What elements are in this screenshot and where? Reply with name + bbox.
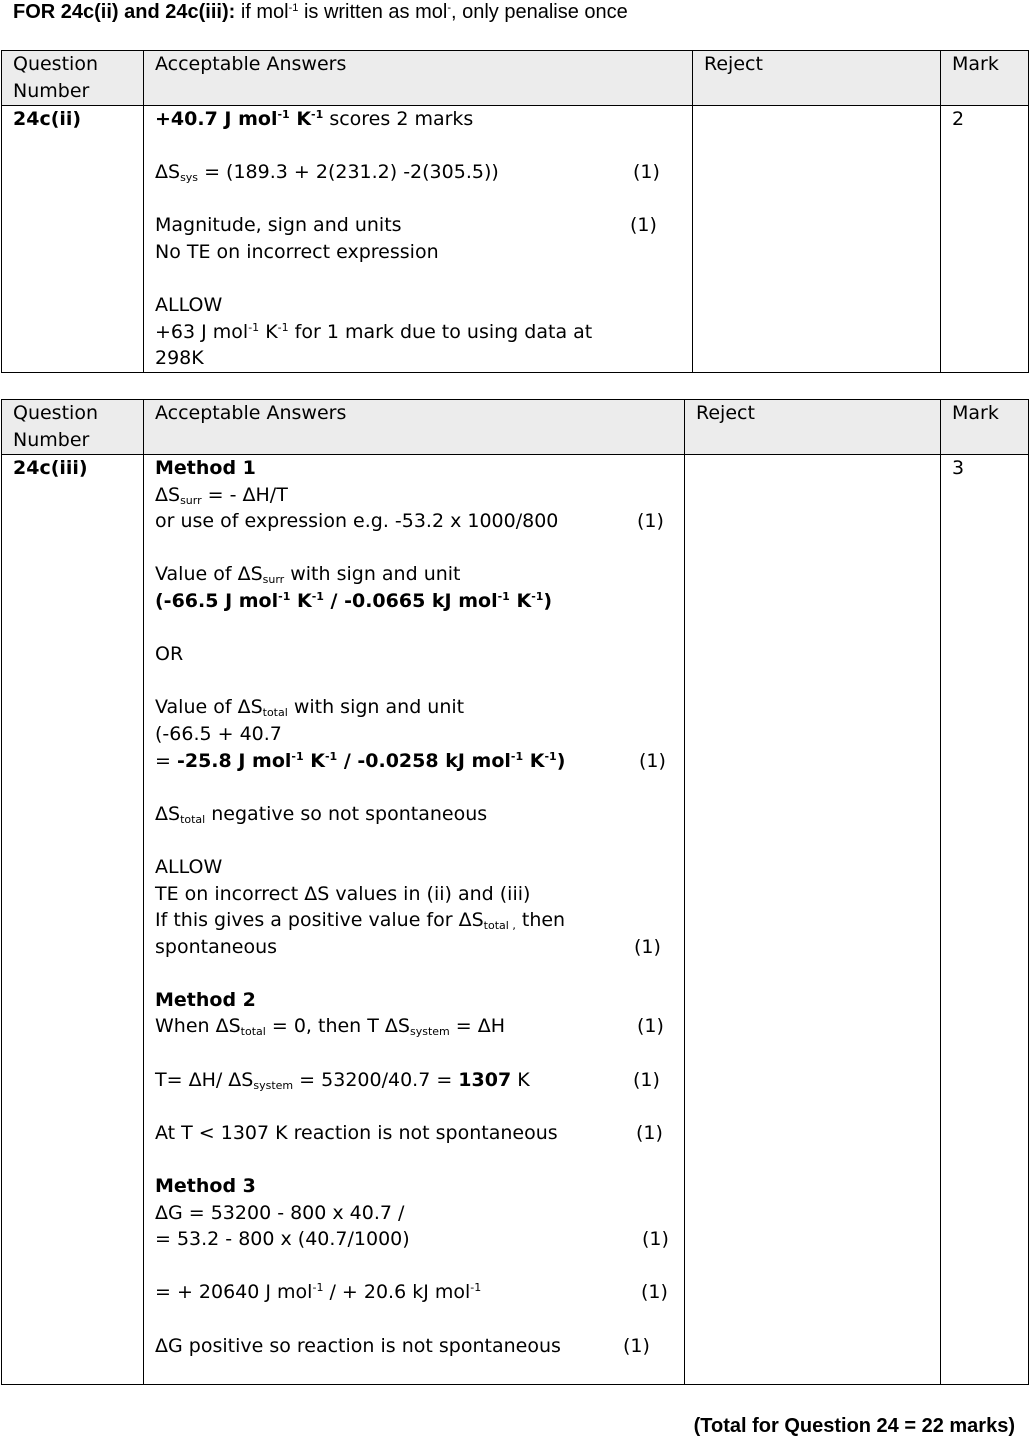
markscheme-table-24c-ii <box>1 50 1029 373</box>
table-header-row <box>2 51 1029 106</box>
header-reject: Reject <box>685 400 941 455</box>
table-row <box>2 455 1029 1385</box>
header-acceptable-answers: Acceptable Answers <box>144 51 693 106</box>
acceptable-answers-cell: +40.7 J mol$^{-1}$ $K^{-1}$ scores 2 marks $\Delta S_{sys} = (189.3 + 2(231.2)$ -2(305.5)) (1) Magnitude, sign and units (1) No TE on incorrect expression ALLOW +63 J mol$^{-1}$ $K^{-1}$ for 1 mark due to using data at 298K <box>144 106 693 373</box>
table-row <box>2 106 1029 373</box>
question-number: 24c(iii) <box>2 455 144 1385</box>
reject-cell <box>693 106 941 373</box>
reject-cell <box>685 455 941 1385</box>
header-reject: Reject <box>693 51 941 106</box>
mark-cell: 3 <box>941 455 1029 1385</box>
question-number: 24c(ii) <box>2 106 144 373</box>
total-marks: (Total for Question 24 = 22 marks) <box>693 1415 1015 1437</box>
header-question-number: Question Number <box>2 51 144 106</box>
header-mark: Mark <box>941 51 1029 106</box>
acceptable-answers-cell: Method 1 $\Delta S_{surr}$ = - ΔH/T or use of expression e.g. -53.2 x 1000/800 (1) Value of $\Delta S_{surr}$ with sign and unit (-66.5 J mol$^{-1}$ $K^{-1} / -0.0665$ kJ mol$^{-1}$ $K^{-1}$) OR Value of $\Delta S_{total}$ with sign and unit (-66.5 + 40.7 = -25.8 J mol$^{-1}$ $K^{-1} / -0.0258$ kJ mol$^{-1}$ $K^{-1}$) (1) $\Delta S_{total}$ negative so not spontaneous ALLOW TE on incorrect ΔS values in (ii) and (iii) If this gives a positive value for $\Delta S_{total ,}$ then spontaneous (1) Method 2 When $\Delta S_{total} = 0$, then T $\Delta S_{system} = \Delta H$ (1) T= ΔH/ $\Delta S_{system} = 53200/40.7 = 1307$ K (1) At T < 1307 K reaction is not spontaneous (1) Method 3 ΔG = 53200 - 800 x 40.7 / = 53.2 - 800 x (40.7/1000) (1) = + 20640 J mol$^{-1}$ / + 20.6 kJ mol$^{-1}$ (1) ΔG positive so reaction is not spontaneous (1) <box>144 455 685 1385</box>
header-mark: Mark <box>941 400 1029 455</box>
mark-cell: 2 <box>941 106 1029 373</box>
page-heading: FOR 24c(ii) and 24c(iii): if mol$^{-1}$ is written as mol-, only penalise once <box>13 1 628 23</box>
header-acceptable-answers: Acceptable Answers <box>144 400 685 455</box>
table-header-row <box>2 400 1029 455</box>
header-question-number: Question Number <box>2 400 144 455</box>
markscheme-table-24c-iii <box>1 399 1029 1385</box>
